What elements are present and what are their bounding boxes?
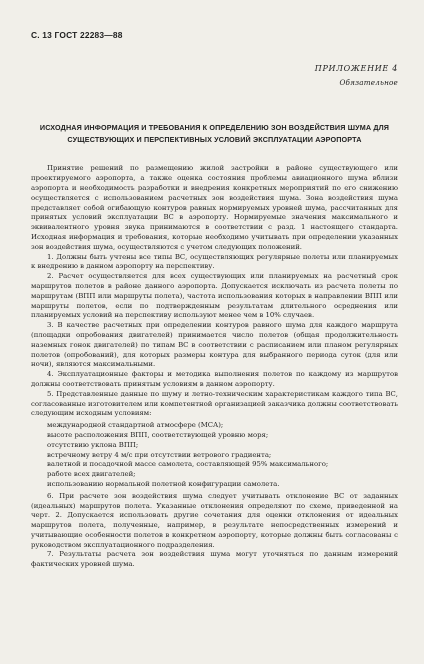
paragraph-1: 1. Должны быть учтены все типы ВС, осуществляющих регулярные полеты или планируемых к внедрению в данном аэропорту на перспективу. xyxy=(31,252,398,271)
paragraph-3: 3. В качестве расчетных при определении контуров равного шума для каждого маршрута (площадки опробования двигателей) принимается число полетов (общая продолжительность наземных гонок двигателей) по типам ВС в соответствии с расписанием или планом регулярных полетов (опробований), для которых размеры контура для выбранного периода суток (для или ночи), являются максимальными. xyxy=(31,321,398,369)
appendix-status: Обязательное xyxy=(339,78,398,87)
condition-item: валетной и посадочной массе самолета, составляющей 95% максимального; xyxy=(47,460,329,469)
condition-item: работе всех двигателей; xyxy=(47,470,136,479)
appendix-label: ПРИЛОЖЕНИЕ 4 xyxy=(314,64,398,73)
condition-item: отсутствию уклона ВПП; xyxy=(47,440,139,449)
paragraph-5: 5. Представленные данные по шуму и летно-техническим характеристикам каждого типа ВС, согласованные изготовителем или компетентной организацией заказчика должны соответствовать следующим исходным условиям: xyxy=(31,389,398,418)
condition-item: использованию нормальной полетной конфигурации самолета. xyxy=(47,479,280,488)
paragraph-4: 4. Эксплуатационные факторы и методика выполнения полетов по каждому из маршрутов должны соответствовать принятым условиям в данном аэропорту. xyxy=(31,370,398,388)
appendix-block xyxy=(31,64,398,88)
paragraph-2: 2. Расчет осуществляется для всех существующих или планируемых на расчетный срок маршрутов полетов в районе данного аэропорта. Допускается исключать из расчета полеты по маршрутам (ВПП или маршруты полета), частота использования которых в направлении ВПП или маршруты полетов, если по подтвержденным результатам длительного осреднения или планируемых условий на перспективу используют менее чем в 10% случаев. xyxy=(31,272,398,320)
condition-item: международной стандартной атмосфере (МСА); xyxy=(47,421,224,430)
paragraph-intro: Принятие решений по размещению жилой застройки в районе существующего или проектируемого аэропорта, а также оценка состояния проблемы авиационного шума вблизи аэропорта и необходимость разработки и внедрения конкретных мероприятий по его снижению осуществляется с использованием расчетных зон воздействия шума. Зона воздействия шума представляет собой огибающую контуров равных нормируемых уровней шума, рассчитанных для принятых условий эксплуатации ВС в аэропорту. Нормируемые значения максимального и эквивалентного уровня звука принимаются в соответствии с разд. 1 настоящего стандарта. Исходная информация и требования, которые необходимо учитывать при определении указанных зон воздействия шума, осуществляются с учетом следующих положений. xyxy=(31,164,398,251)
condition-item: встречному ветру 4 м/с при отсутствии ветрового градиента; xyxy=(47,450,272,459)
paragraph-7: 7. Результаты расчета зон воздействия шума могут уточняться по данным измерений фактических уровней шума. xyxy=(31,550,398,569)
document-body xyxy=(31,164,398,570)
running-head: С. 13 ГОСТ 22283—88 xyxy=(31,30,123,40)
paragraph-6: 6. При расчете зон воздействия шума следует учитывать отклонение ВС от заданных (идеальных) маршрутов полета. Указанные отклонения определяют по схеме, приведенной на черт. 2. Допускается использовать другие сочетания для оценки отклонения от идеальных маршрутов полета, полученные, например, в результате непосредственных измерений и учитывающие особенности полетов в конкретном аэропорту, которые должны быть согласованы с руководством эксплуатационного подразделения. xyxy=(31,491,398,549)
condition-item: высоте расположения ВПП, соответствующей уровню моря; xyxy=(47,430,269,439)
section-title: ИСХОДНАЯ ИНФОРМАЦИЯ И ТРЕБОВАНИЯ К ОПРЕДЕЛЕНИЮ ЗОН ВОЗДЕЙСТВИЯ ШУМА ДЛЯ СУЩЕСТВУЮЩИХ И ПЕРСПЕКТИВНЫХ УСЛОВИЙ ЭКСПЛУАТАЦИИ АЭРОПОРТА xyxy=(39,123,390,145)
